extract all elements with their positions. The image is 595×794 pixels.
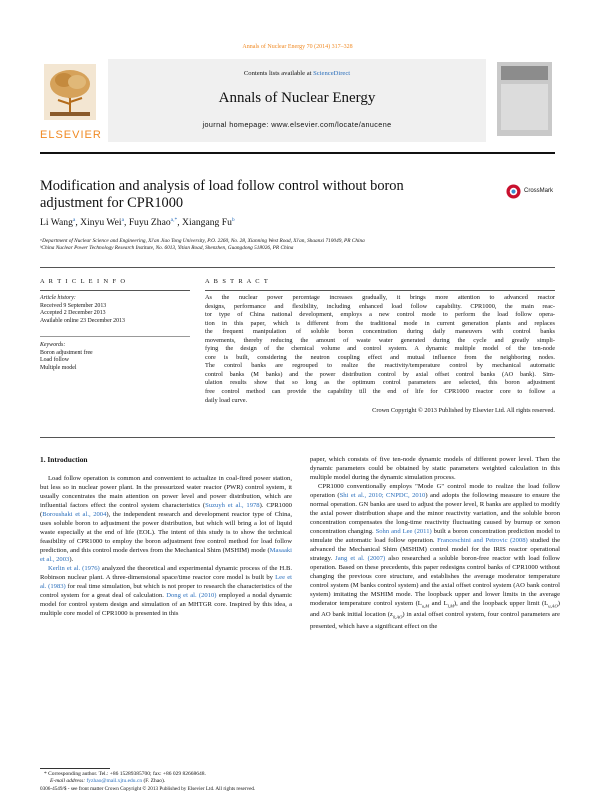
citation-link[interactable]: Franceschini and Petrovic (2008)	[437, 537, 528, 544]
citation-link[interactable]: Jang et al. (2007)	[335, 555, 386, 562]
keywords-rule	[40, 336, 190, 337]
crossmark-label: CrossMark	[524, 188, 554, 194]
citation-link[interactable]: Sohn and Lee (2011)	[375, 528, 432, 535]
article-title: Modification and analysis of load follow control without boron adjustment for CPR1000	[40, 178, 404, 211]
text-run: paper, which consists of five ten-node dynamic models of different power level. Then the dynamic parameters could be obtained by static parameters weighted calculation in this multiple model during the dynamic simulation process.	[310, 456, 560, 481]
affiliations	[40, 238, 560, 253]
journal-homepage[interactable]: journal homepage: www.elsevier.com/locate/anucene	[202, 120, 392, 129]
publisher-wordmark: ELSEVIER	[40, 129, 102, 141]
copyright-line: Crown Copyright © 2013 Published by Elsevier Ltd. All rights reserved.	[372, 407, 555, 415]
corresponding-author: * Corresponding author. Tel.: +86 15289385700; fax: +86 029 82668648.	[44, 771, 206, 777]
text-run: Load follow operation is common and convenient to actualize in coal-fired power station, but less so in nuclear power plant. In the pressurized water reactor (PWR) control system, it usually concentrates the main attention on power level and power distribution, which are influential factors effect the control system characteristics (	[40, 475, 292, 509]
author-name[interactable]: Xinyu Wei	[80, 217, 122, 229]
intro-right-column	[310, 455, 560, 773]
text-run: ), the independent research and development reactor type of China, uses soluble boron to adjustment the power distribution, but which will bring a lot of liquid waste especially at the end of life (EOL). The intent of this study is to show the technical feasibility of CPR1000 to employ the boron adjustment free control method for load follow prediction, and this control mode derives from the Mechanical Shim (MSHIM) mode (	[40, 511, 292, 554]
text-run: ), and the loopback upper limit (L	[453, 600, 549, 607]
paragraph	[310, 482, 560, 631]
text-run: CPR1000 conventionally employs "Mode G" control mode to realize the load follow operation (	[310, 483, 560, 499]
subscript: l,M	[447, 603, 454, 609]
crossmark-icon	[506, 184, 521, 199]
citation-link[interactable]: Masaaki et al., 2003	[40, 547, 292, 563]
text-run: analyzed the theoretical and experimental dynamic process of the H.B. Robinson nuclear plant. A three-dimensional space/time reactor core model is built by	[40, 565, 292, 581]
abstract-body: As the nuclear power percentage increases gradually, it brings more attention to advanced reactor designs, performance and flexibility, including enhanced load follow capability. CPR1000, the main reac- tor type of China national development, employs a new control mode to perform the load follow opera- tion in this paper, which is different from the traditional mode in current generation plants and replaces the frequent manipulation of soluble boron concentration during daily maneuvers with control banks movements, thereby reducing the amount of waste water generated during the cycle and greatly simpli- fying the design of the chemical volume and control system. A dynamic multiple model of the ten-node core is built, considering the neutron coupling effect and mutual influence from the neighboring nodes. The control banks are regrouped to realize the reactivity/temperature control by mechanical automatic control banks (M banks) and the power distribution control by axial offset control banks (AO bank). Sim- ulation results show that so long as the optimum control parameters are selected, this boron adjustment free control method can provide the capability till the end of life for CPR1000 reactor core to follow a daily load curve. Crown Copyright © 2013 Published by Elsevier Ltd. All rights reserved.	[205, 294, 555, 415]
article-info-rule	[40, 290, 190, 291]
author-list: Li Wang$^a$, Xinyu Wei$^a$, Fuyu Zhao$^{a,*}$, Xiangang Fu$^b$	[40, 217, 235, 229]
text-run: built a boron concentration prediction model to simulate the automatic load follow operation.	[310, 528, 560, 544]
abstract-rule	[205, 290, 555, 291]
header-rule	[40, 152, 555, 154]
paragraph	[310, 455, 560, 482]
text-run: ) and AO bank initial location (z	[310, 600, 560, 619]
text-run: employed a nodal dynamic model for control system design and simulation of an MHTGR core. Inspired by this idea, a multiple core model of CPR1000 is presented in this	[40, 592, 292, 617]
footnote-rule	[40, 768, 110, 769]
citation-link[interactable]: Boroushaki et al., 2004	[42, 511, 107, 518]
citation-link[interactable]: Shi et al., 2010; CNPDC, 2010	[339, 492, 426, 499]
footer	[40, 786, 440, 792]
journal-banner	[108, 59, 486, 142]
author-name[interactable]: Fuyu Zhao	[128, 217, 171, 229]
subscript: u,M	[421, 603, 430, 609]
keywords: Keywords: Boron adjustment free Load follow Multiple model	[40, 342, 190, 372]
journal-title: Annals of Nuclear Energy	[218, 90, 376, 106]
issn-line: 0306-4549/$ - see front matter Crown Copyright © 2013 Published by Elsevier Ltd. All rights reserved.	[40, 786, 256, 792]
author-name[interactable]: Xiangang Fu	[182, 217, 232, 229]
keyword: Multiple model	[40, 364, 77, 371]
paragraph	[40, 474, 292, 564]
subscript: u,AO	[548, 603, 558, 609]
article-info-heading: A R T I C L E I N F O	[40, 278, 127, 285]
section-heading: 1. Introduction	[40, 455, 88, 464]
text-run: ) and adopts the following measure to ensure the normal operation. GN banks are used to adjust the power level, R banks are applied to modify the axial power distribution shape and the minor reactivity variation, and the soluble boron concentration compensates the long-time reactivity fluctuating caused by burnup or xenon concentration changing.	[310, 492, 560, 535]
citation-link[interactable]: Dong et al. (2010)	[166, 592, 217, 599]
author-name[interactable]: Li Wang	[40, 217, 73, 229]
text-run: studied the advanced the Mechanical Shim (MSHIM) control model for the IRIS reactor operational strategy.	[310, 537, 560, 562]
text-run: ).	[69, 556, 74, 563]
citation-link[interactable]: Suzuyh et al., 1978	[205, 502, 260, 509]
journal-cover-image	[497, 62, 552, 136]
crossmark-badge[interactable]	[506, 181, 556, 201]
email-link[interactable]: fyzhao@mail.xjtu.edu.cn	[86, 778, 143, 784]
subscript: 0,AO	[392, 614, 403, 620]
text-run: ). CPR1000 (	[40, 502, 292, 518]
sciencedirect-link[interactable]: ScienceDirect	[313, 70, 351, 77]
text-run: ) in axial offset control system, four control parameters are presented, which have a significant effect on the	[310, 611, 560, 630]
tree-logo-icon	[40, 62, 100, 122]
paragraph	[40, 564, 292, 618]
footnotes: * Corresponding author. Tel.: +86 15289385700; fax: +86 029 82668648. E-mail address: fyzhao@mail.xjtu.edu.cn (F. Zhao).	[44, 771, 304, 785]
text-run: for real time simulation, but which is not proper to research the characteristics of the control system for a great deal of calculation.	[40, 583, 292, 599]
intro-left-column	[40, 474, 292, 766]
affiliation-b: ᵇChina Nuclear Power Technology Research Institute, No. 6013, Yitian Road, Shenzhen, Guangdong 518026, PR China	[40, 245, 294, 252]
divider	[40, 437, 555, 438]
contents-line: Contents lists available at ScienceDirect	[243, 70, 351, 77]
citation-link[interactable]: Lee et al. (1983)	[40, 574, 292, 590]
abstract-heading: A B S T R A C T	[205, 278, 270, 285]
text-run: and L	[429, 600, 448, 607]
keyword: Load follow	[40, 357, 69, 364]
keyword: Boron adjustment free	[40, 349, 93, 356]
elsevier-logo	[40, 62, 102, 141]
article-history: Article history: Received 9 September 2013 Accepted 2 December 2013 Available online 23 December 2013	[40, 295, 125, 324]
citation-link[interactable]: Kerlin et al. (1976)	[48, 565, 100, 572]
journal-citation: Annals of Nuclear Energy 70 (2014) 317–328	[242, 44, 353, 50]
divider	[40, 267, 555, 268]
affiliation-a: ᵃDepartment of Nuclear Science and Engineering, Xi'an Jiao Tong University, P.O. 2260, No. 28, Xianning West Road, Xi'an, Shaanxi 710049, PR China	[40, 238, 365, 244]
text-run: also researched a soluble boron-free reactor with load follow operation. Based on these precedents, this paper redesigns control banks of CPR1000 without changing the previous core structure, and establishes the average moderator temperature control system (M banks control system) and the axial offset control system (AO bank control system) imitating the MSHIM mode. The loopback upper and lower limits in the average moderator temperature control system (L	[310, 555, 560, 607]
